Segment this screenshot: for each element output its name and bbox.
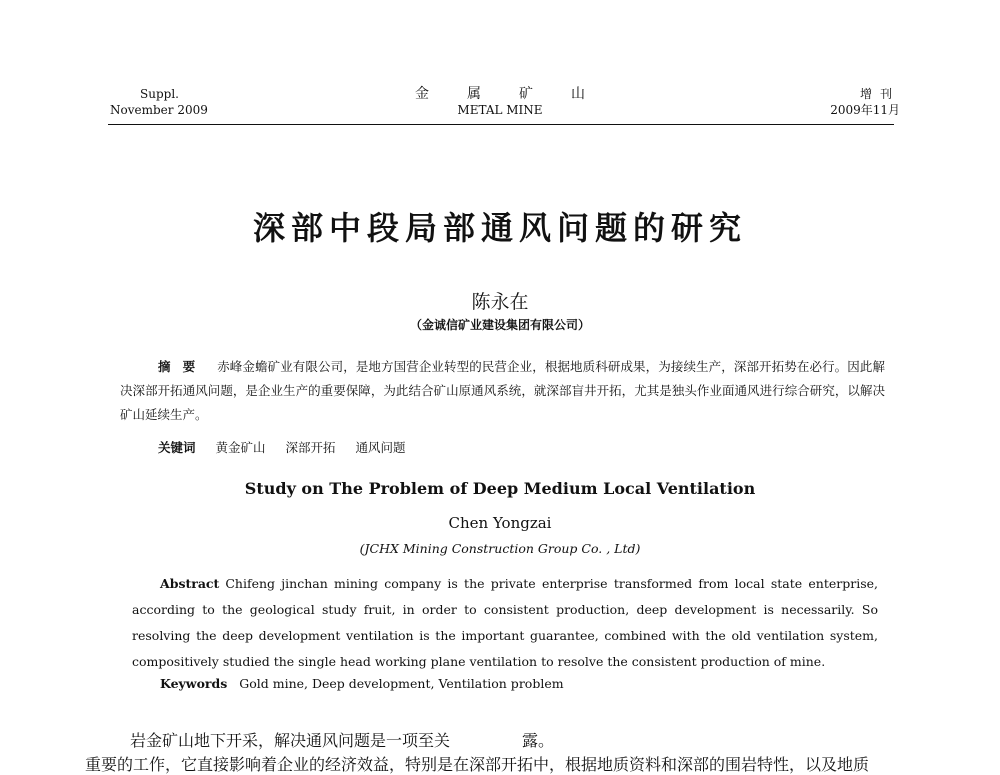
header-date-cn: 2009年11月 — [830, 103, 900, 117]
paper-title-cn: 深部中段局部通风问题的研究 — [252, 209, 747, 247]
body-text-col2: 露。 — [522, 731, 555, 750]
abstract-cn-label: 摘要 — [158, 359, 208, 374]
author-en: Chen Yongzai — [448, 514, 552, 532]
keyword-cn-item: 深部开拓 — [285, 440, 336, 455]
abstract-en-text: Chifeng jinchan mining company is the private enterprise transformed from local state enterprise, according to the geological study fruit, in order to consistent production, deep development is necessarily. So resolving the deep development ventilation is the important guarantee, combined with the old ventilation system, compositively studied the single head working plane ventilation to resolve the consistent production of mine. — [132, 576, 878, 669]
author-cn: 陈永在 — [471, 291, 529, 313]
keywords-cn — [158, 438, 422, 456]
abstract-en — [132, 571, 878, 675]
header-date-en: November 2009 — [110, 103, 208, 117]
header-suppl: Suppl. — [140, 87, 179, 101]
affiliation-cn: （金诚信矿业建设集团有限公司） — [409, 318, 590, 332]
keywords-en — [160, 676, 564, 691]
affiliation-en: (JCHX Mining Construction Group Co. , Ltd) — [359, 541, 641, 556]
header-supplement-cn: 增刊 — [859, 87, 900, 101]
keywords-cn-label: 关键词 — [158, 440, 196, 455]
abstract-cn — [120, 355, 885, 427]
keyword-cn-item: 通风问题 — [355, 440, 406, 455]
journal-name-cn: 金属矿山 — [415, 86, 623, 102]
journal-name-en: METAL MINE — [457, 103, 543, 117]
abstract-en-label: Abstract — [160, 576, 220, 591]
body-text-line2: 重要的工作，它直接影响着企业的经济效益，特别是在深部开拓中，根据地质资料和深部的围岩特性，以及地质 — [85, 755, 870, 774]
abstract-cn-text: 赤峰金蟾矿业有限公司，是地方国营企业转型的民营企业，根据地质科研成果，为接续生产，深部开拓势在必行。因此解决深部开拓通风问题，是企业生产的重要保障，为此结合矿山原通风系统，就深部盲井开拓，尤其是独头作业面通风进行综合研究，以解决矿山延续生产。 — [120, 359, 885, 422]
paper-title-en: Study on The Problem of Deep Medium Local Ventilation — [244, 479, 756, 498]
body-text-col1: 岩金矿山地下开采，解决通风问题是一项至关 — [130, 731, 451, 750]
header-right — [830, 86, 900, 118]
keywords-en-text: Gold mine, Deep development, Ventilation problem — [239, 676, 564, 691]
keyword-cn-item: 黄金矿山 — [215, 440, 266, 455]
header-rule — [108, 124, 894, 125]
keywords-en-label: Keywords — [160, 676, 228, 691]
